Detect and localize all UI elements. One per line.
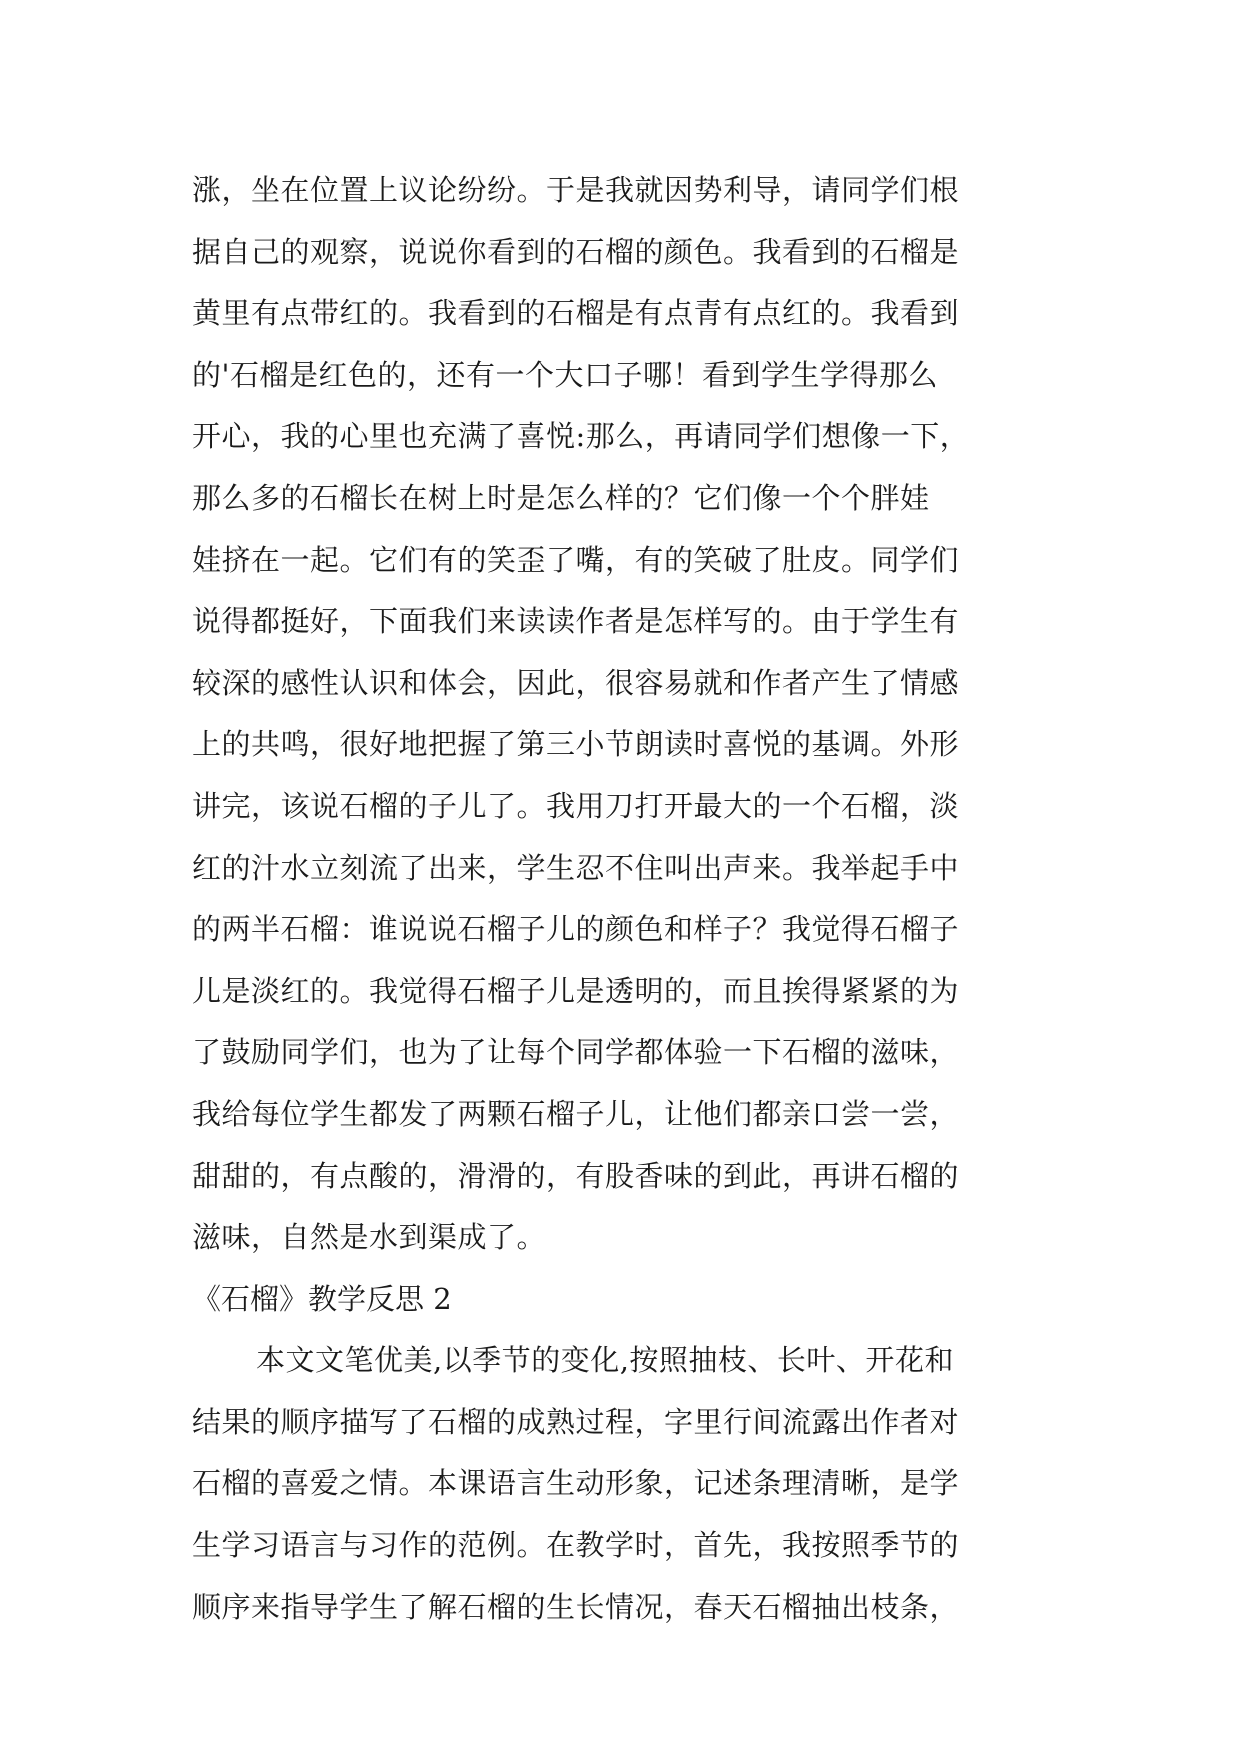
text-line: 的两半石榴：谁说说石榴子儿的颜色和样子？我觉得石榴子 <box>192 912 960 947</box>
text-line: 娃挤在一起。它们有的笑歪了嘴，有的笑破了肚皮。同学们 <box>192 542 960 577</box>
text-line: 顺序来指导学生了解石榴的生长情况，春天石榴抽出枝条， <box>192 1589 960 1624</box>
text-line: 说得都挺好，下面我们来读读作者是怎样写的。由于学生有 <box>192 604 960 639</box>
document-body <box>192 160 1072 1638</box>
text-line: 本文文笔优美,以季节的变化,按照抽枝、长叶、开花和 <box>256 1343 954 1378</box>
text-line: 石榴的喜爱之情。本课语言生动形象，记述条理清晰，是学 <box>192 1466 960 1501</box>
text-line: 涨，坐在位置上议论纷纷。于是我就因势利导，请同学们根 <box>192 173 960 207</box>
text-line: 生学习语言与习作的范例。在教学时，首先，我按照季节的 <box>192 1528 960 1563</box>
text-line: 我给每位学生都发了两颗石榴子儿，让他们都亲口尝一尝， <box>192 1096 960 1131</box>
text-line: 那么多的石榴长在树上时是怎么样的？它们像一个个胖娃 <box>192 480 930 515</box>
text-line: 儿是淡红的。我觉得石榴子儿是透明的，而且挨得紧紧的为 <box>192 973 960 1008</box>
text-line: 滋味，自然是水到渠成了。 <box>192 1220 547 1255</box>
text-line: 据自己的观察，说说你看到的石榴的颜色。我看到的石榴是 <box>192 234 960 269</box>
text-line: 的'石榴是红色的，还有一个大口子哪！看到学生学得那么 <box>192 357 938 392</box>
text-line: 结果的顺序描写了石榴的成熟过程，字里行间流露出作者对 <box>192 1404 960 1439</box>
text-line: 上的共鸣，很好地把握了第三小节朗读时喜悦的基调。外形 <box>192 727 960 762</box>
text-line: 黄里有点带红的。我看到的石榴是有点青有点红的。我看到 <box>192 296 960 331</box>
text-line: 了鼓励同学们，也为了让每个同学都体验一下石榴的滋味， <box>192 1035 960 1070</box>
text-line: 甜甜的，有点酸的，滑滑的，有股香味的到此，再讲石榴的 <box>192 1158 960 1193</box>
section-heading: 《石榴》教学反思 2 <box>192 1281 452 1316</box>
text-line: 红的汁水立刻流了出来，学生忍不住叫出声来。我举起手中 <box>192 850 960 885</box>
text-line: 讲完，该说石榴的子儿了。我用刀打开最大的一个石榴，淡 <box>192 788 960 823</box>
text-line: 较深的感性认识和体会，因此，很容易就和作者产生了情感 <box>192 665 960 700</box>
text-line: 开心，我的心里也充满了喜悦:那么，再请同学们想像一下， <box>192 419 970 454</box>
